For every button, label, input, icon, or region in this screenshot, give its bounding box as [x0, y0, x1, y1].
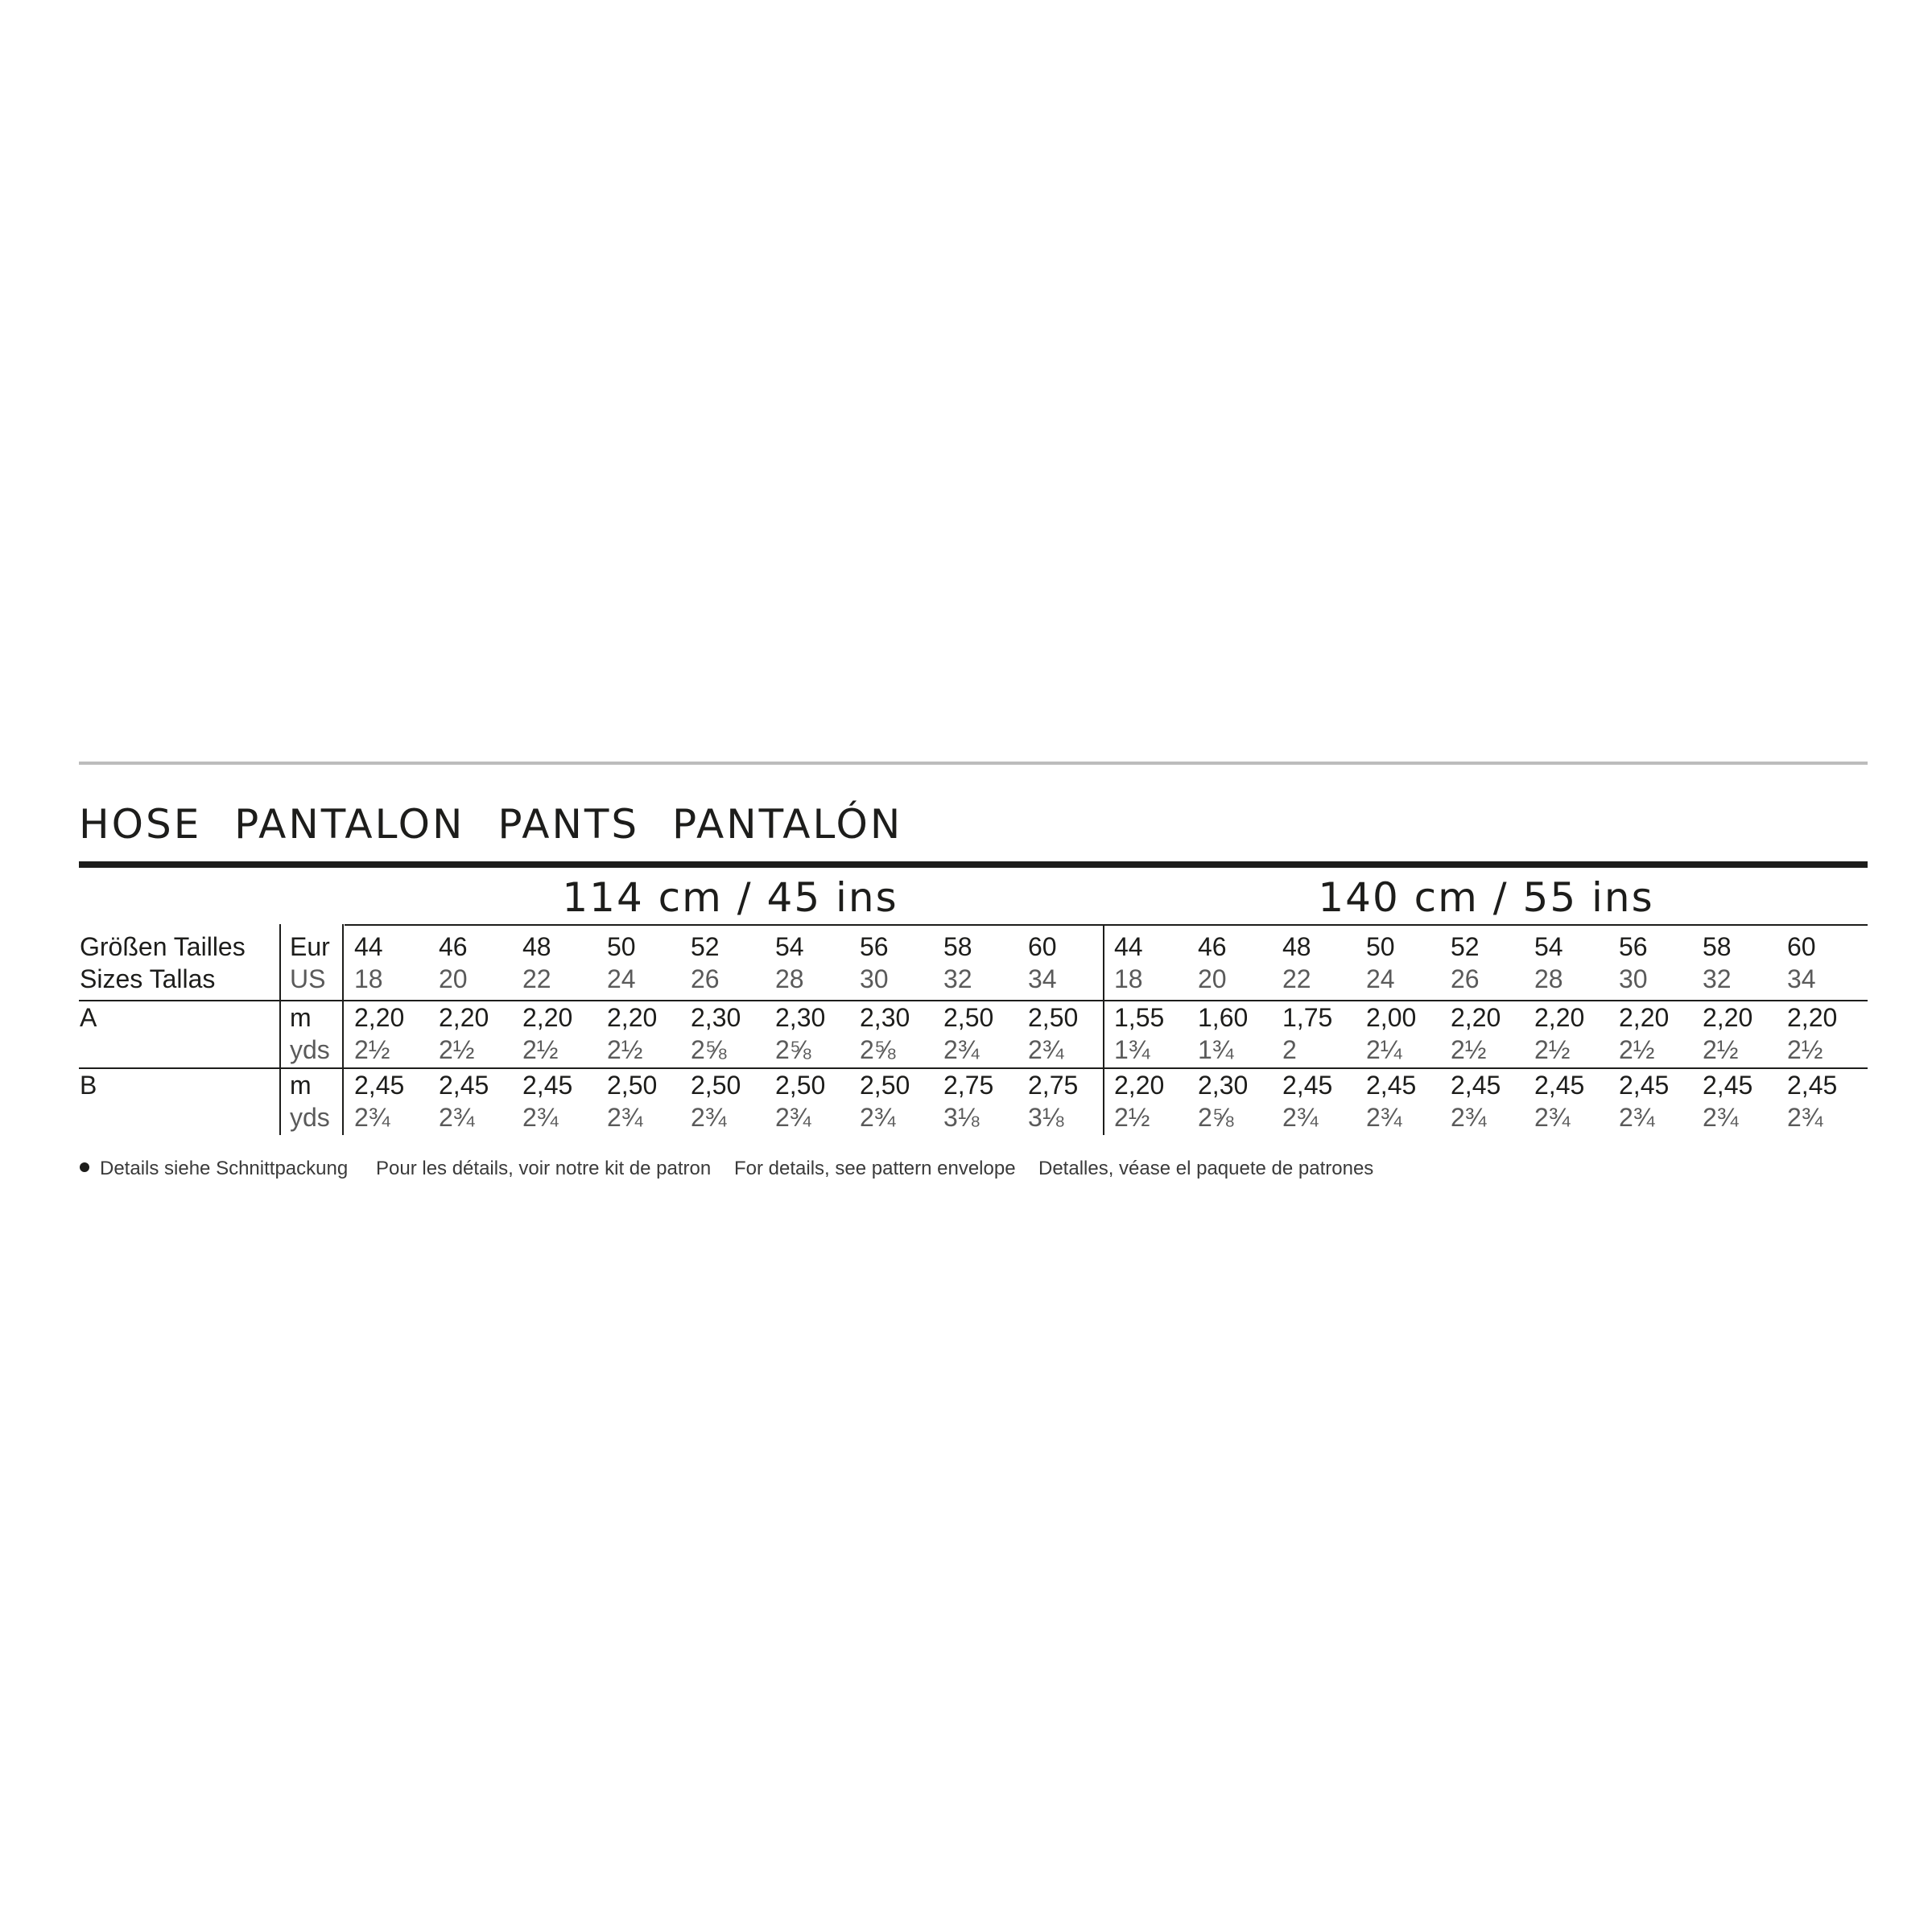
- yards-value: 2½: [522, 1035, 559, 1064]
- eur-size: 58: [943, 932, 972, 961]
- meters-value: 2,20: [1703, 1003, 1753, 1032]
- meters-value: 2,50: [607, 1071, 658, 1100]
- meters-value: 2,45: [354, 1071, 405, 1100]
- eur-size: 50: [607, 932, 636, 961]
- meters-value: 2,50: [691, 1071, 741, 1100]
- row-rule: [79, 1000, 1868, 1001]
- meters-value: 2,20: [1451, 1003, 1501, 1032]
- us-size: 28: [775, 964, 804, 993]
- eur-size: 54: [775, 932, 804, 961]
- yards-value: 2½: [439, 1035, 475, 1064]
- footnote-de: Details siehe Schnittpackung: [100, 1158, 349, 1179]
- yards-value: 2¾: [943, 1035, 980, 1064]
- yards-value: 2¾: [1619, 1103, 1655, 1132]
- meters-value: 2,30: [775, 1003, 826, 1032]
- yards-value: 2½: [1787, 1035, 1823, 1064]
- eur-size: 50: [1366, 932, 1395, 961]
- meters-value: 2,45: [1787, 1071, 1838, 1100]
- us-size: 30: [860, 964, 889, 993]
- meters-value: 2,75: [943, 1071, 994, 1100]
- unit-meters: m: [290, 1003, 312, 1032]
- yards-value: 1¾: [1114, 1035, 1150, 1064]
- meters-value: 1,55: [1114, 1003, 1165, 1032]
- eur-size: 52: [1451, 932, 1480, 961]
- meters-value: 2,00: [1366, 1003, 1417, 1032]
- us-size: 20: [439, 964, 468, 993]
- unit-eur: Eur: [290, 932, 330, 961]
- us-size: 18: [354, 964, 383, 993]
- yards-value: 2¾: [607, 1103, 643, 1132]
- yards-value: 2¾: [691, 1103, 727, 1132]
- eur-size: 48: [1282, 932, 1311, 961]
- us-size: 20: [1198, 964, 1227, 993]
- eur-size: 44: [354, 932, 383, 961]
- meters-value: 2,20: [439, 1003, 489, 1032]
- yards-value: 2½: [1534, 1035, 1571, 1064]
- meters-value: 2,45: [439, 1071, 489, 1100]
- meters-value: 2,50: [775, 1071, 826, 1100]
- row-rule: [79, 1067, 1868, 1069]
- eur-size: 48: [522, 932, 551, 961]
- meters-value: 2,20: [522, 1003, 573, 1032]
- yards-value: 2½: [607, 1035, 643, 1064]
- us-size: 32: [943, 964, 972, 993]
- column-rule: [1103, 924, 1104, 1135]
- eur-size: 44: [1114, 932, 1143, 961]
- meters-value: 1,75: [1282, 1003, 1333, 1032]
- us-size: 24: [607, 964, 636, 993]
- us-size: 34: [1028, 964, 1057, 993]
- unit-yards: yds: [290, 1103, 330, 1132]
- footnote-bullet: [80, 1162, 89, 1172]
- column-rule: [342, 924, 344, 1135]
- meters-value: 2,20: [354, 1003, 405, 1032]
- eur-size: 52: [691, 932, 720, 961]
- meters-value: 2,45: [1534, 1071, 1585, 1100]
- eur-size: 54: [1534, 932, 1563, 961]
- meters-value: 2,45: [1703, 1071, 1753, 1100]
- yards-value: 2¾: [1366, 1103, 1402, 1132]
- eur-size: 56: [860, 932, 889, 961]
- eur-size: 46: [1198, 932, 1227, 961]
- yards-value: 2: [1282, 1035, 1297, 1064]
- view-label: B: [80, 1071, 97, 1100]
- header-rule: [345, 924, 1868, 926]
- footnote-es: Detalles, véase el paquete de patrones: [1038, 1158, 1374, 1179]
- meters-value: 2,30: [860, 1003, 910, 1032]
- unit-yards: yds: [290, 1035, 330, 1064]
- yards-value: 2¼: [1366, 1035, 1402, 1064]
- unit-us: US: [290, 964, 326, 993]
- yards-value: 2⅝: [775, 1035, 811, 1064]
- meters-value: 2,45: [1619, 1071, 1670, 1100]
- yards-value: 2½: [1451, 1035, 1487, 1064]
- eur-size: 58: [1703, 932, 1732, 961]
- width-heading-140: 140 cm / 55 ins: [1318, 874, 1654, 921]
- yards-value: 2¾: [1703, 1103, 1739, 1132]
- yards-value: 2½: [1114, 1103, 1150, 1132]
- yards-value: 2½: [354, 1035, 390, 1064]
- eur-size: 56: [1619, 932, 1648, 961]
- us-size: 32: [1703, 964, 1732, 993]
- view-label: A: [80, 1003, 97, 1032]
- footnote-fr: Pour les détails, voir notre kit de patron: [376, 1158, 712, 1179]
- yards-value: 2¾: [1028, 1035, 1064, 1064]
- column-rule: [279, 924, 281, 1135]
- us-size: 30: [1619, 964, 1648, 993]
- yards-value: 2¾: [354, 1103, 390, 1132]
- yards-value: 2¾: [1787, 1103, 1823, 1132]
- width-heading-114: 114 cm / 45 ins: [562, 874, 898, 921]
- meters-value: 2,50: [860, 1071, 910, 1100]
- meters-value: 2,20: [1619, 1003, 1670, 1032]
- yards-value: 1¾: [1198, 1035, 1234, 1064]
- yards-value: 2¾: [439, 1103, 475, 1132]
- yards-value: 2½: [1619, 1035, 1655, 1064]
- page-title: HOSE PANTALON PANTS PANTALÓN: [79, 801, 903, 848]
- meters-value: 2,50: [943, 1003, 994, 1032]
- meters-value: 2,75: [1028, 1071, 1079, 1100]
- us-size: 18: [1114, 964, 1143, 993]
- yards-value: 2¾: [775, 1103, 811, 1132]
- yards-value: 2¾: [1451, 1103, 1487, 1132]
- meters-value: 2,45: [1451, 1071, 1501, 1100]
- us-size: 24: [1366, 964, 1395, 993]
- yards-value: 2½: [1703, 1035, 1739, 1064]
- meters-value: 2,30: [1198, 1071, 1249, 1100]
- us-size: 26: [691, 964, 720, 993]
- us-size: 26: [1451, 964, 1480, 993]
- yards-value: 3⅛: [943, 1103, 980, 1132]
- yards-value: 3⅛: [1028, 1103, 1064, 1132]
- meters-value: 2,30: [691, 1003, 741, 1032]
- meters-value: 2,45: [522, 1071, 573, 1100]
- us-size: 22: [522, 964, 551, 993]
- footnote-en: For details, see pattern envelope: [734, 1158, 1016, 1179]
- meters-value: 2,20: [1534, 1003, 1585, 1032]
- meters-value: 2,45: [1366, 1071, 1417, 1100]
- meters-value: 2,50: [1028, 1003, 1079, 1032]
- unit-meters: m: [290, 1071, 312, 1100]
- yards-value: 2¾: [1534, 1103, 1571, 1132]
- yards-value: 2⅝: [1198, 1103, 1234, 1132]
- meters-value: 2,20: [1787, 1003, 1838, 1032]
- yards-value: 2⅝: [860, 1035, 896, 1064]
- eur-size: 60: [1028, 932, 1057, 961]
- yards-value: 2¾: [860, 1103, 896, 1132]
- meters-value: 2,45: [1282, 1071, 1333, 1100]
- us-size: 34: [1787, 964, 1816, 993]
- eur-size: 60: [1787, 932, 1816, 961]
- yards-value: 2¾: [1282, 1103, 1319, 1132]
- yards-value: 2¾: [522, 1103, 559, 1132]
- eur-size: 46: [439, 932, 468, 961]
- size-label-en-es: Sizes Tallas: [80, 964, 216, 993]
- meters-value: 2,20: [607, 1003, 658, 1032]
- size-label-de-fr: Größen Tailles: [80, 932, 246, 961]
- meters-value: 2,20: [1114, 1071, 1165, 1100]
- us-size: 28: [1534, 964, 1563, 993]
- yards-value: 2⅝: [691, 1035, 727, 1064]
- meters-value: 1,60: [1198, 1003, 1249, 1032]
- title-rule: [79, 861, 1868, 868]
- us-size: 22: [1282, 964, 1311, 993]
- top-divider: [79, 762, 1868, 765]
